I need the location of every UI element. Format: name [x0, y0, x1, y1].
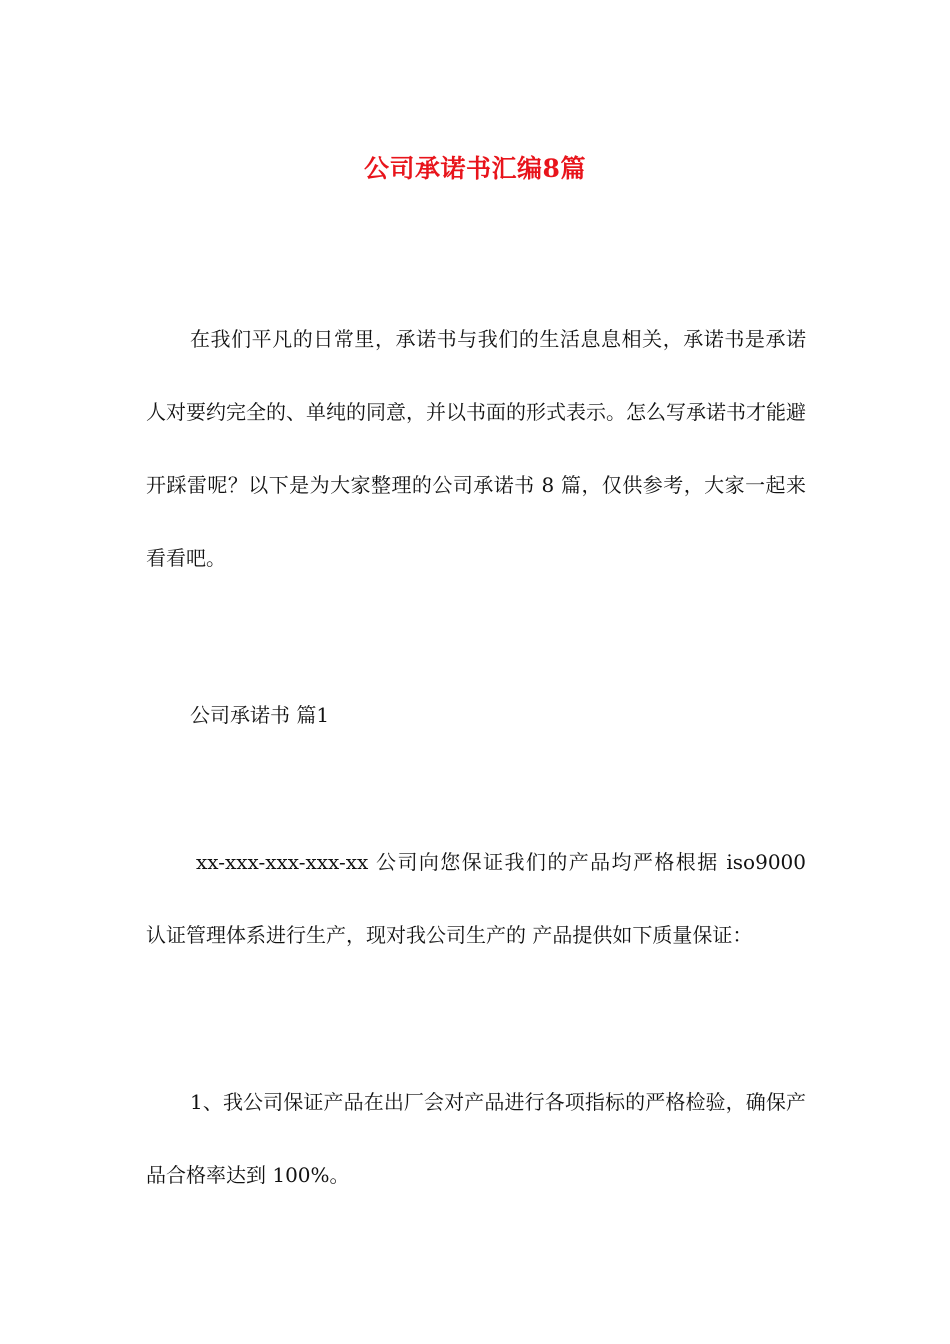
list-item: 1、我公司保证产品在出厂会对产品进行各项指标的严格检验，确保产品合格率达到 100%。 [146, 1090, 806, 1187]
intro-paragraph: 在我们平凡的日常里，承诺书与我们的生活息息相关，承诺书是承诺人对要约完全的、单纯的同意，并以书面的形式表示。怎么写承诺书才能避开踩雷呢？以下是为大家整理的公司承诺书 8 篇，仅供参考，大家一起来看看吧。 [146, 327, 806, 570]
guarantee-paragraph: xx-xxx-xxx-xxx-xx 公司向您保证我们的产品均严格根据 iso9000 认证管理体系进行生产，现对我公司生产的 产品提供如下质量保证： [146, 850, 806, 947]
section-heading: 公司承诺书 篇1 [190, 703, 330, 727]
document-title: 公司承诺书汇编8篇 [364, 153, 586, 183]
